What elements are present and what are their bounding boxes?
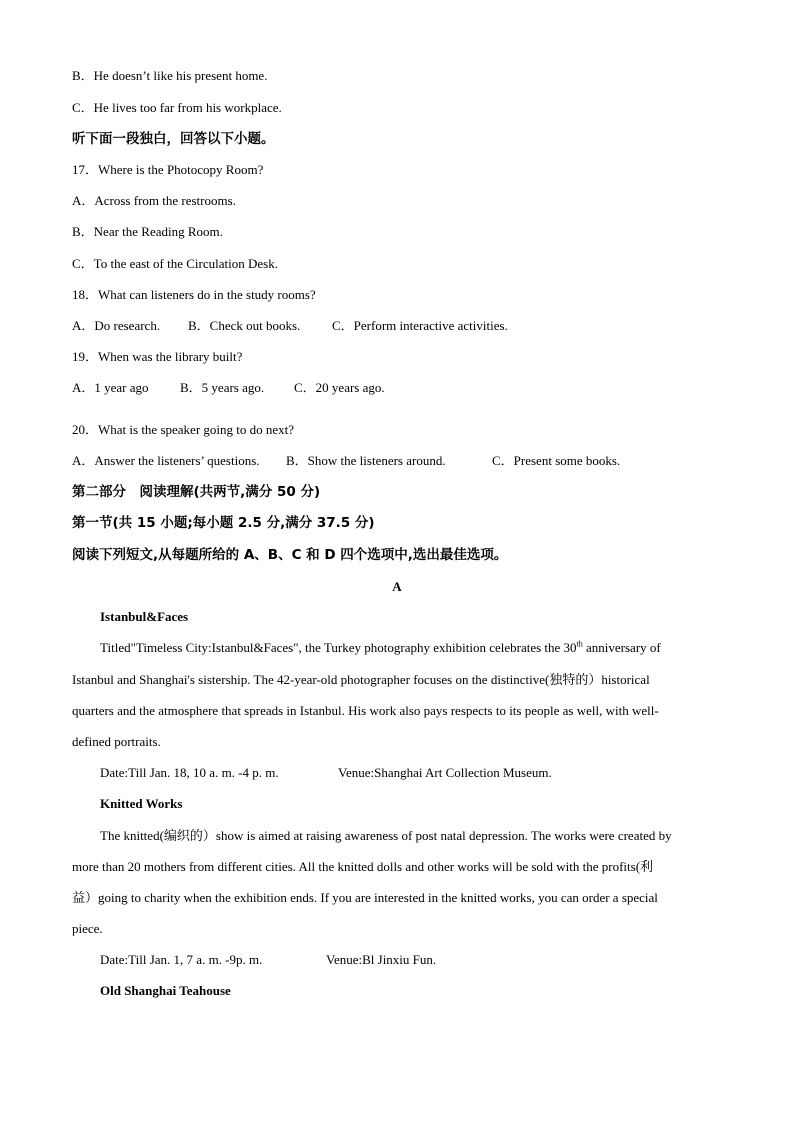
istanbul-venue: Venue:Shanghai Art Collection Museum. bbox=[338, 765, 552, 780]
istanbul-line-2: Istanbul and Shanghai's sistership. The 42-year-old photographer focuses on the distinctive(独特的）historical bbox=[72, 672, 650, 687]
knitted-line-3: 益）going to charity when the exhibition ends. If you are interested in the knitted works, you can order a special bbox=[72, 890, 658, 905]
q16-option-b: B．He doesn’t like his present home. bbox=[72, 68, 268, 83]
istanbul-line-1-sup: th bbox=[576, 639, 583, 649]
istanbul-line-1-text: Titled"Timeless City:Istanbul&Faces", the Turkey photography exhibition celebrates the 30 bbox=[100, 640, 577, 655]
knitted-line-4: piece. bbox=[72, 921, 103, 936]
knitted-date: Date:Till Jan. 1, 7 a. m. -9p. m. bbox=[100, 952, 263, 967]
teahouse-heading: Old Shanghai Teahouse bbox=[100, 983, 231, 998]
q19-option-a: A．1 year ago bbox=[72, 380, 149, 395]
knitted-heading: Knitted Works bbox=[100, 796, 183, 811]
passage-label: A bbox=[392, 579, 402, 594]
istanbul-line-3: quarters and the atmosphere that spreads in Istanbul. His work also pays respects to its people as well, with well- bbox=[72, 703, 659, 718]
q19-option-b: B．5 years ago. bbox=[180, 380, 265, 395]
q17-question: 17．Where is the Photocopy Room? bbox=[72, 162, 264, 177]
q18-option-b: B．Check out books. bbox=[188, 318, 301, 333]
monologue-instruction: 听下面一段独白，回答以下小题。 bbox=[72, 131, 275, 147]
istanbul-line-4: defined portraits. bbox=[72, 734, 161, 749]
part2-title: 第二部分 阅读理解(共两节,满分 50 分) bbox=[72, 484, 321, 500]
q19-option-c: C．20 years ago. bbox=[294, 380, 385, 395]
istanbul-line-1-end: anniversary of bbox=[582, 640, 661, 655]
knitted-line-2: more than 20 mothers from different cities. All the knitted dolls and other works will be sold with the profits(利 bbox=[72, 859, 654, 874]
q20-question: 20．What is the speaker going to do next? bbox=[72, 422, 295, 437]
q18-question: 18．What can listeners do in the study rooms? bbox=[72, 287, 316, 302]
q17-option-c: C．To the east of the Circulation Desk. bbox=[72, 256, 278, 271]
q18-option-c: C．Perform interactive activities. bbox=[332, 318, 508, 333]
istanbul-heading: Istanbul&Faces bbox=[100, 609, 189, 624]
q18-option-a: A．Do research. bbox=[72, 318, 161, 333]
q17-option-a: A．Across from the restrooms. bbox=[72, 193, 236, 208]
q17-option-b: B．Near the Reading Room. bbox=[72, 224, 223, 239]
q20-option-c: C．Present some books. bbox=[492, 453, 621, 468]
istanbul-date: Date:Till Jan. 18, 10 a. m. -4 p. m. bbox=[100, 765, 279, 780]
section1-instruction: 阅读下列短文,从每题所给的 A、B、C 和 D 四个选项中,选出最佳选项。 bbox=[72, 547, 508, 563]
q20-option-b: B．Show the listeners around. bbox=[286, 453, 446, 468]
q19-question: 19．When was the library built? bbox=[72, 349, 243, 364]
section1-title: 第一节(共 15 小题;每小题 2.5 分,满分 37.5 分) bbox=[72, 515, 375, 531]
istanbul-line-1 bbox=[100, 640, 661, 656]
knitted-line-1: The knitted(编织的）show is aimed at raising awareness of post natal depression. The works were created by bbox=[100, 828, 672, 843]
knitted-venue: Venue:Bl Jinxiu Fun. bbox=[326, 952, 437, 967]
q20-option-a: A．Answer the listeners’ questions. bbox=[72, 453, 260, 468]
q16-option-c: C．He lives too far from his workplace. bbox=[72, 100, 282, 115]
